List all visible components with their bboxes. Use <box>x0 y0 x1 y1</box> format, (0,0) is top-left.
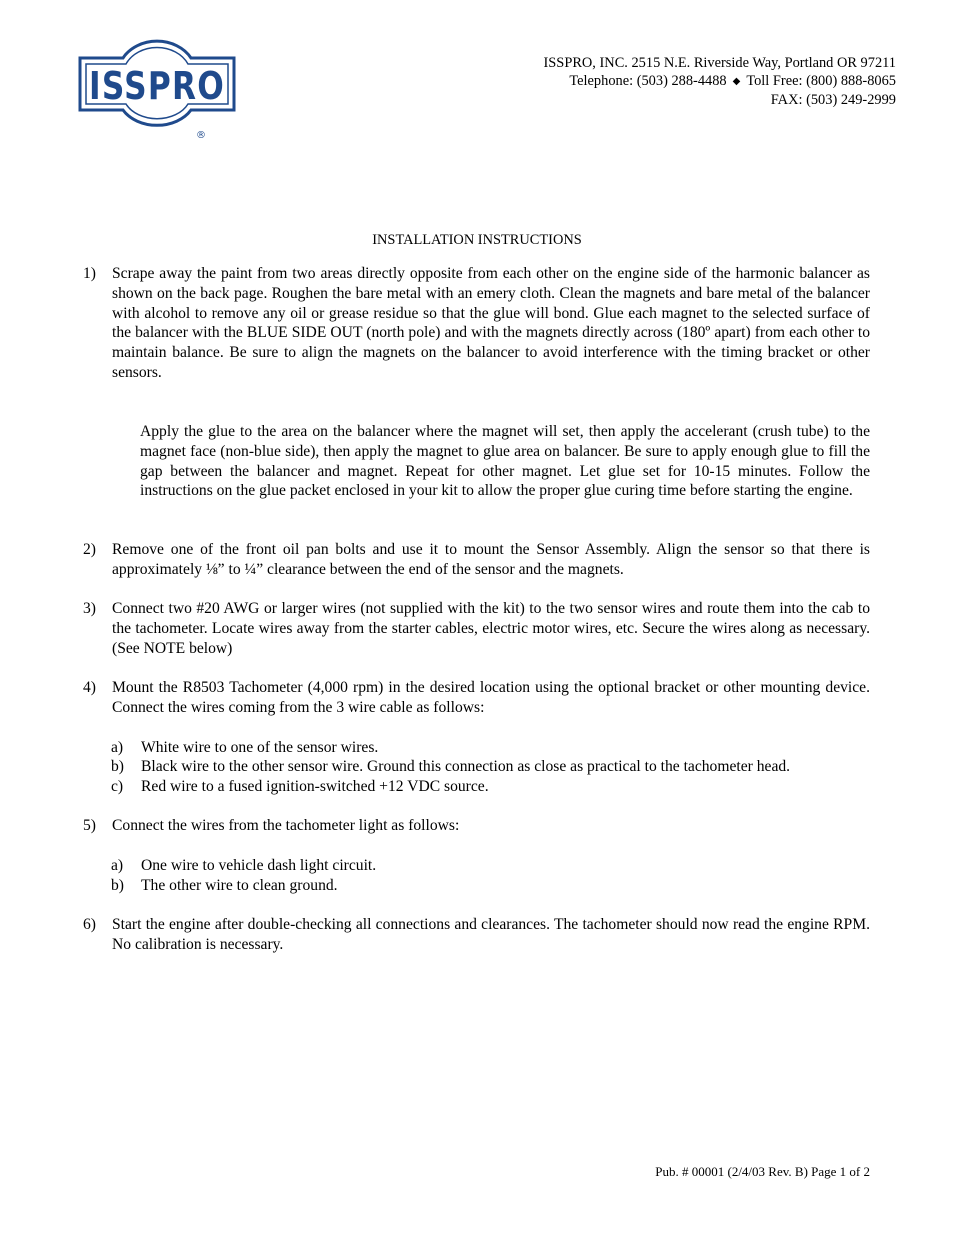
list-letter: c) <box>111 778 124 795</box>
list-text: Red wire to a fused ignition-switched +12 VDC source. <box>141 778 489 795</box>
list-text: The other wire to clean ground. <box>141 877 338 894</box>
step-text: Scrape away the paint from two areas directly opposite from each other on the engine side of the harmonic balancer as shown on the back page. Roughen the bare metal with an emery cloth. Clean the magnets and bare metal of the balancer with alcohol to remove any oil or grease residue so that the glue will bond. Glue each magnet to the selected surface of the balancer with the BLUE SIDE OUT (north pole) and with the magnets directly across (180º apart) from each other to maintain balance. Be sure to align the magnets on the balancer to avoid interference with the timing bracket or other sensors. <box>112 265 870 381</box>
step-number: 6) <box>83 916 96 933</box>
list-letter: a) <box>111 739 124 756</box>
isspro-logo <box>78 26 236 142</box>
step-5 <box>83 816 870 836</box>
publication-footer: Pub. # 00001 (2/4/03 Rev. B) Page 1 of 2 <box>655 1164 870 1179</box>
phone-line <box>544 72 896 91</box>
list-item <box>111 777 871 797</box>
list-text: One wire to vehicle dash light circuit. <box>141 857 377 874</box>
company-address: ISSPRO, INC. 2515 N.E. Riverside Way, Portland OR 97211 <box>543 55 896 71</box>
document-title: INSTALLATION INSTRUCTIONS <box>372 232 582 248</box>
glue-instructions: Apply the glue to the area on the balancer where the magnet will set, then apply the accelerant (crush tube) to the magnet face (non-blue side), then apply the magnet to glue area on balancer. Be sure to apply enough glue to fill the gap between the balancer and magnet. Repeat for other magnet. Let glue set for 10-15 minutes. Follow the instructions on the glue packet enclosed in your kit to allow the proper glue curing time before starting the engine. <box>140 423 870 500</box>
list-letter: a) <box>111 857 124 874</box>
list-text: White wire to one of the sensor wires. <box>141 739 379 756</box>
fax: FAX: (503) 249-2999 <box>770 92 896 108</box>
step-1 <box>83 264 870 383</box>
step-number: 2) <box>83 541 96 558</box>
diamond-separator-icon: ◆ <box>732 76 741 87</box>
list-letter: b) <box>111 877 124 894</box>
step-number: 4) <box>83 679 96 696</box>
step-number: 5) <box>83 817 96 834</box>
logo-wordmark: ISSPRO <box>89 64 225 108</box>
step-text: Start the engine after double-checking all connections and clearances. The tachometer should now read the engine RPM. No calibration is necessary. <box>112 916 870 953</box>
list-item <box>111 757 871 777</box>
toll-free: Toll Free: (800) 888-8065 <box>746 73 896 89</box>
step-2 <box>83 540 870 580</box>
step-text: Remove one of the front oil pan bolts and use it to mount the Sensor Assembly. Align the sensor so that there is approximately ⅛” to ¼” clearance between the end of the sensor and the magnets. <box>112 541 870 578</box>
step-text: Mount the R8503 Tachometer (4,000 rpm) in the desired location using the optional bracket or other mounting device. Connect the wires coming from the 3 wire cable as follows: <box>112 679 870 716</box>
company-contact <box>544 54 896 109</box>
list-text: Black wire to the other sensor wire. Ground this connection as close as practical to the tachometer head. <box>141 758 791 775</box>
step-number: 3) <box>83 600 96 617</box>
list-item <box>111 876 871 896</box>
step-text: Connect two #20 AWG or larger wires (not supplied with the kit) to the two sensor wires and route them into the cab to the tachometer. Locate wires away from the starter cables, electric motor wires, etc. Secure the wires along as necessary. (See NOTE below) <box>112 600 870 657</box>
step-text: Connect the wires from the tachometer light as follows: <box>112 817 460 834</box>
list-item <box>111 856 871 876</box>
step-number: 1) <box>83 265 96 282</box>
telephone: Telephone: (503) 288-4488 <box>569 73 727 89</box>
registered-mark: ® <box>196 130 206 141</box>
step-4 <box>83 678 870 718</box>
step-6 <box>83 915 870 955</box>
step-3 <box>83 599 870 658</box>
list-item <box>111 738 871 758</box>
list-letter: b) <box>111 758 124 775</box>
